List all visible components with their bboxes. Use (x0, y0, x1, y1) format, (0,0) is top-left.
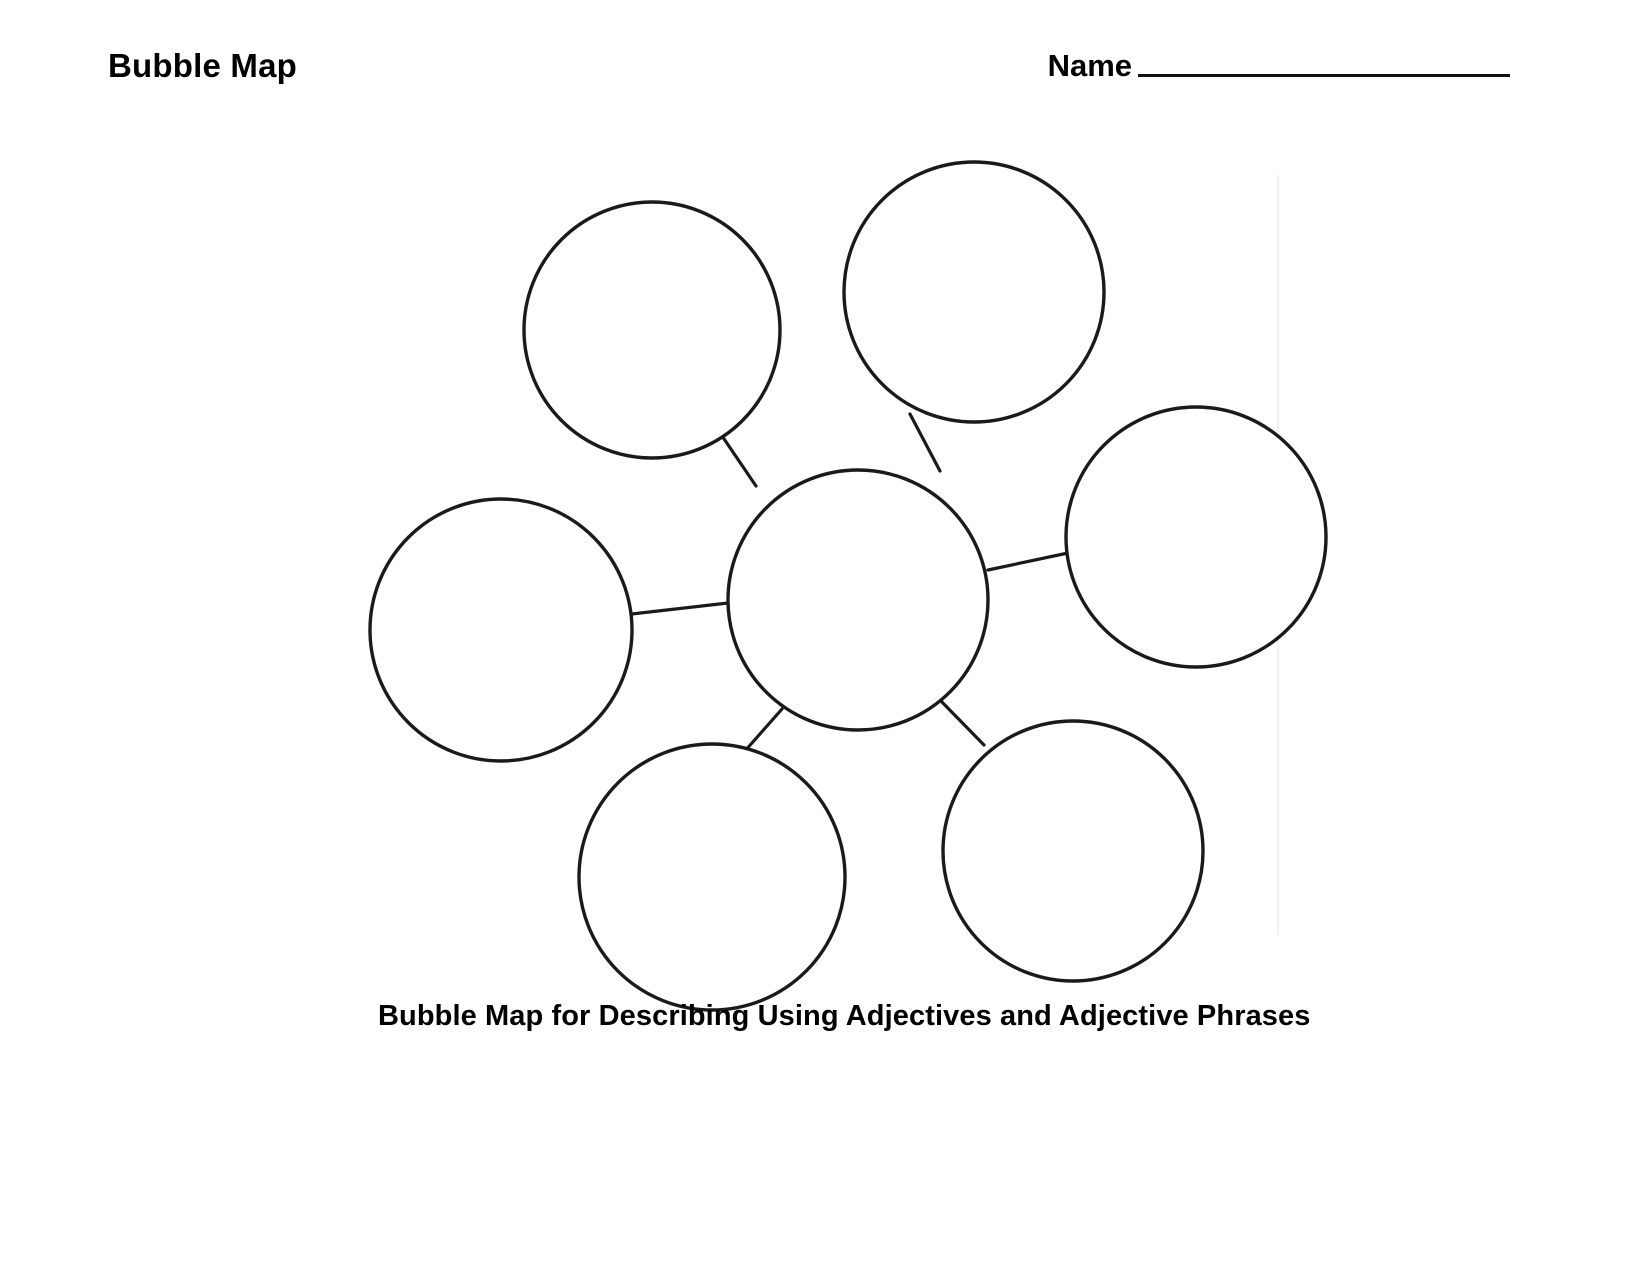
connector-center-right (988, 553, 1068, 570)
bubble-top-left[interactable] (524, 202, 780, 458)
connector-center-bottom-right (938, 698, 984, 745)
bubble-right[interactable] (1066, 407, 1326, 667)
connector-center-top-left (718, 430, 756, 486)
bubble-center[interactable] (728, 470, 988, 730)
connector-center-top-right (910, 414, 940, 471)
page-title: Bubble Map (108, 47, 297, 84)
bubble-left[interactable] (370, 499, 632, 761)
bubble-bottom-right[interactable] (943, 721, 1203, 981)
bubble-top-right[interactable] (844, 162, 1104, 422)
connector-center-bottom-left (744, 709, 782, 752)
name-label: Name (1047, 48, 1132, 83)
bubble-bottom-left[interactable] (579, 744, 845, 1010)
connector-center-left (632, 603, 728, 614)
diagram-caption: Bubble Map for Describing Using Adjectives and Adjective Phrases (378, 1000, 1311, 1032)
